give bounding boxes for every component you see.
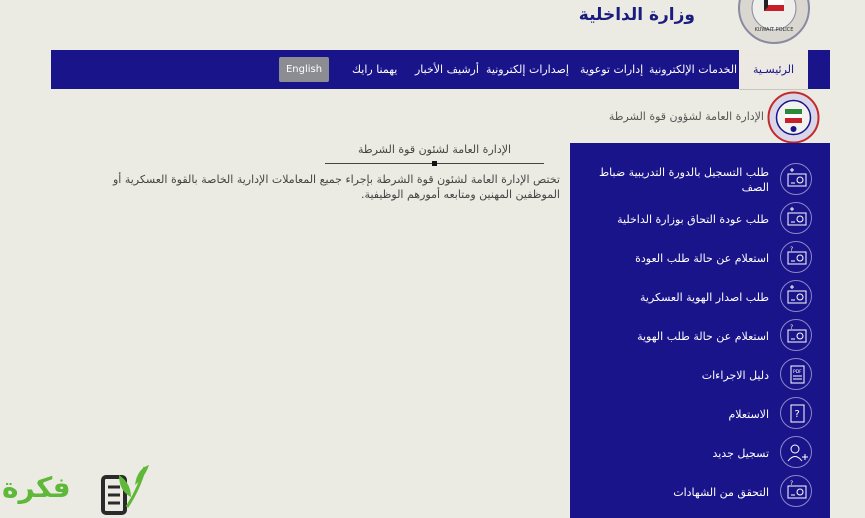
nav-news-archive[interactable]: أرشيف الأخبار (415, 63, 479, 76)
watermark-notebook-icon (97, 457, 152, 517)
english-language-button[interactable]: English (279, 57, 329, 82)
sidebar-item-label: طلب اصدار الهوية العسكرية (640, 290, 769, 304)
svg-text:?: ? (790, 246, 794, 253)
sidebar-item-procedures-guide[interactable] (570, 356, 830, 394)
title-divider-dot (432, 161, 437, 166)
sidebar-item-military-id-request[interactable] (570, 278, 830, 316)
nav-awareness-departments[interactable]: إدارات توعوية (580, 63, 644, 76)
add-user-icon (780, 436, 812, 468)
sidebar-item-rejoin-status-query[interactable] (570, 239, 830, 277)
card-query-icon (780, 475, 812, 507)
sidebar-item-inquiry[interactable] (570, 395, 830, 433)
sidebar-item-label: تسجيل جديد (712, 446, 769, 460)
site-header (0, 0, 865, 50)
svg-text:?: ? (790, 480, 794, 487)
main-navigation (51, 50, 830, 89)
content-title: الإدارة العامة لشئون قوة الشرطة (357, 143, 512, 156)
svg-text:?: ? (790, 324, 794, 331)
nav-e-services[interactable]: الخدمات الإلكترونية (649, 63, 738, 76)
services-sidebar (570, 143, 830, 518)
card-plus-icon (780, 280, 812, 312)
sidebar-item-rejoin-request[interactable] (570, 200, 830, 238)
nav-home-tab[interactable]: الرئيسـية (739, 50, 808, 90)
sidebar-item-label: استعلام عن حالة طلب الهوية (637, 329, 769, 343)
sidebar-item-new-registration[interactable] (570, 434, 830, 472)
sidebar-item-label: التحقق من الشهادات (673, 485, 769, 499)
content-description: تختص الإدارة العامة لشئون قوة الشرطة بإجراء جميع المعاملات الإدارية الخاصة بالقوة العسكرية أو الموظفين المهنين ومتابعه أمورهم الوظيفية. (112, 173, 560, 201)
sidebar-item-id-status-query[interactable] (570, 317, 830, 355)
card-plus-icon (780, 202, 812, 234)
sidebar-item-label: الاستعلام (728, 407, 769, 421)
svg-text:PDF: PDF (793, 370, 802, 375)
sidebar-item-label: طلب عودة التحاق بوزارة الداخلية (617, 212, 769, 226)
sidebar-item-label: استعلام عن حالة طلب العودة (635, 251, 769, 265)
card-query-icon (780, 319, 812, 351)
nav-feedback[interactable]: يهمنا رايك (352, 63, 398, 76)
emblem-label: KUWAIT POLICE (754, 27, 794, 33)
ministry-name: وزارة الداخلية (578, 5, 695, 25)
sidebar-item-certificate-verification[interactable] (570, 473, 830, 511)
sidebar-item-nco-course-registration[interactable] (570, 161, 830, 199)
card-query-icon (780, 241, 812, 273)
watermark-text: فكرة (2, 471, 71, 504)
card-plus-icon (780, 163, 812, 195)
sidebar-item-label: دليل الاجراءات (701, 368, 769, 382)
nav-e-publications[interactable]: إصدارات إلكترونية (486, 63, 569, 76)
watermark (0, 455, 155, 518)
department-title: الإدارة العامة لشؤون قوة الشرطة (608, 110, 764, 123)
svg-text:?: ? (794, 409, 800, 420)
department-logo-icon (767, 91, 820, 144)
question-document-icon (780, 397, 812, 429)
pdf-document-icon (780, 358, 812, 390)
kuwait-police-emblem-icon[interactable] (734, 0, 814, 46)
sidebar-item-label: طلب التسجيل بالدورة التدريبية ضباط الصف (599, 166, 769, 194)
